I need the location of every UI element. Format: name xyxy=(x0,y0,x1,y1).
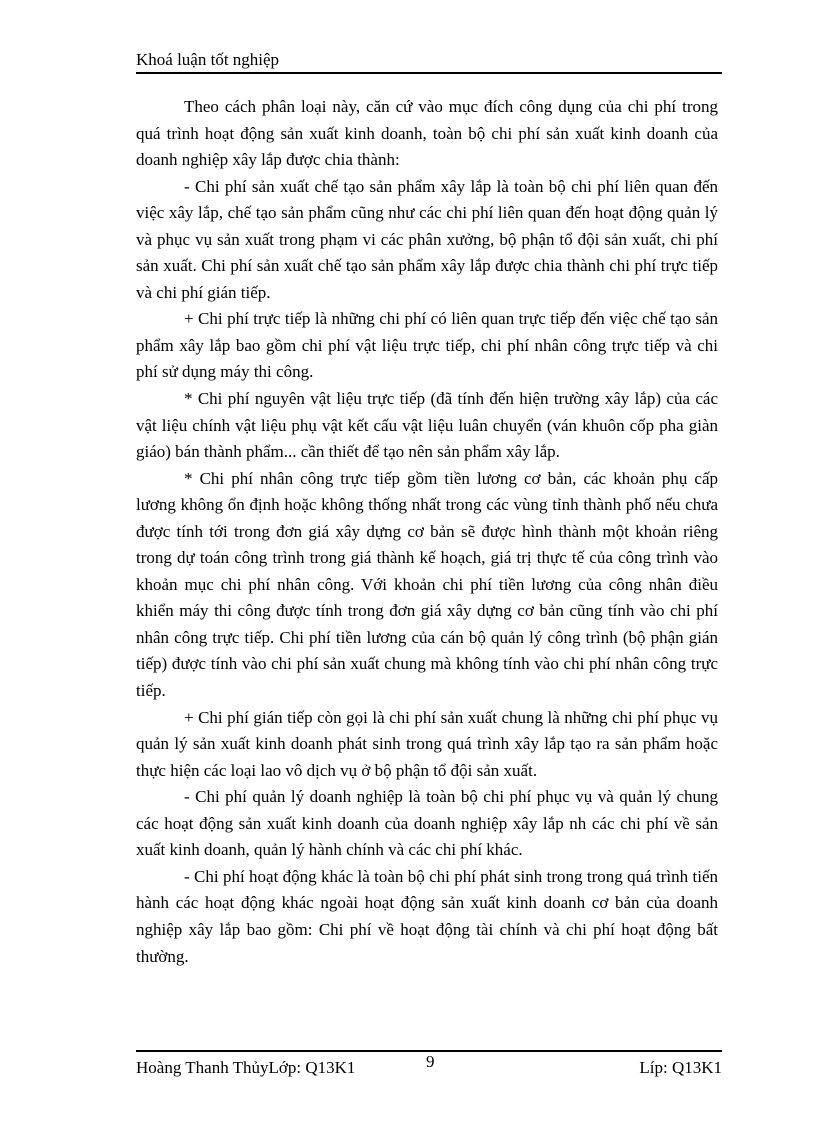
page-number: 9 xyxy=(426,1052,435,1071)
footer-author-class: Hoàng Thanh ThủyLớp: Q13K1 xyxy=(136,1058,356,1077)
page-footer xyxy=(136,1050,722,1082)
paragraph-material-cost: * Chi phí nguyên vật liệu trực tiếp (đã tính đến hiện trường xây lắp) của các vật liệu chính vật liệu phụ vật kết cấu vật liệu luân chuyển (ván khuôn cốp pha giàn giáo) bán thành phẩm... cần thiết để tạo nên sản phẩm xây lắp. xyxy=(136,389,718,462)
paragraph-production-cost: - Chi phí sản xuất chế tạo sản phẩm xây lắp là toàn bộ chi phí liên quan đến việc xây lắp, chế tạo sản phẩm cũng như các chi phí liên quan đến hoạt động quản lý và phục vụ sản xuất trong phạm vi các phân xưởng, bộ phận tổ đội sản xuất, chi phí sản xuất. Chi phí sản xuất chế tạo sản phẩm xây lắp được chia thành chi phí trực tiếp và chi phí gián tiếp. xyxy=(136,176,718,302)
paragraph-management-cost: - Chi phí quản lý doanh nghiệp là toàn bộ chi phí phục vụ và quản lý chung các hoạt động sản xuất kinh doanh của doanh nghiệp xây lắp nh các chi phí về sản xuất kinh doanh, quản lý hành chính và các chi phí khác. xyxy=(136,787,718,860)
footer-class-label: Líp: Q13K1 xyxy=(639,1058,722,1077)
page-header xyxy=(136,48,722,74)
header-title: Khoá luận tốt nghiệp xyxy=(136,50,280,69)
paragraph-labor-cost: * Chi phí nhân công trực tiếp gồm tiền lương cơ bản, các khoản phụ cấp lương không ổn định hoặc không thống nhất trong các vùng tỉnh thành phố nếu chưa được tính tới trong đơn giá xây dựng cơ bản sẽ được hình thành một khoản riêng trong dự toán công trình trong giá thành kế hoạch, giá trị thực tế của công trình vào khoản mục chi phí nhân công. Với khoản chi phí tiền lương của công nhân điều khiển máy thi công được tính trong đơn giá xây dựng cơ bản cũng tính vào chi phí nhân công trực tiếp. Chi phí tiền lương của cán bộ quản lý công trình (bộ phận gián tiếp) được tính vào chi phí sản xuất chung mà không tính vào chi phí nhân công trực tiếp. xyxy=(136,468,718,701)
paragraph-direct-cost: + Chi phí trực tiếp là những chi phí có liên quan trực tiếp đến việc chế tạo sản phẩm xây lắp bao gồm chi phí vật liệu trực tiếp, chi phí nhân công trực tiếp và chi phí sử dụng máy thi công. xyxy=(136,309,718,382)
document-body xyxy=(136,94,718,970)
paragraph-other-cost: - Chi phí hoạt động khác là toàn bộ chi phí phát sinh trong trong quá trình tiến hành các hoạt động khác ngoài hoạt động sản xuất kinh doanh cơ bản của doanh nghiệp xây lắp bao gồm: Chi phí về hoạt động tài chính và chi phí hoạt động bất thường. xyxy=(136,866,718,966)
paragraph-intro: Theo cách phân loại này, căn cứ vào mục đích công dụng của chi phí trong quá trình hoạt động sản xuất kinh doanh, toàn bộ chi phí sản xuất kinh doanh của doanh nghiệp xây lắp được chia thành: xyxy=(136,97,718,170)
paragraph-indirect-cost: + Chi phí gián tiếp còn gọi là chi phí sản xuất chung là những chi phí phục vụ quản lý sản xuất kinh doanh phát sinh trong quá trình xây lắp tạo ra sản phẩm hoặc thực hiện các loại lao vô dịch vụ ở bộ phận tổ đội sản xuất. xyxy=(136,707,718,780)
